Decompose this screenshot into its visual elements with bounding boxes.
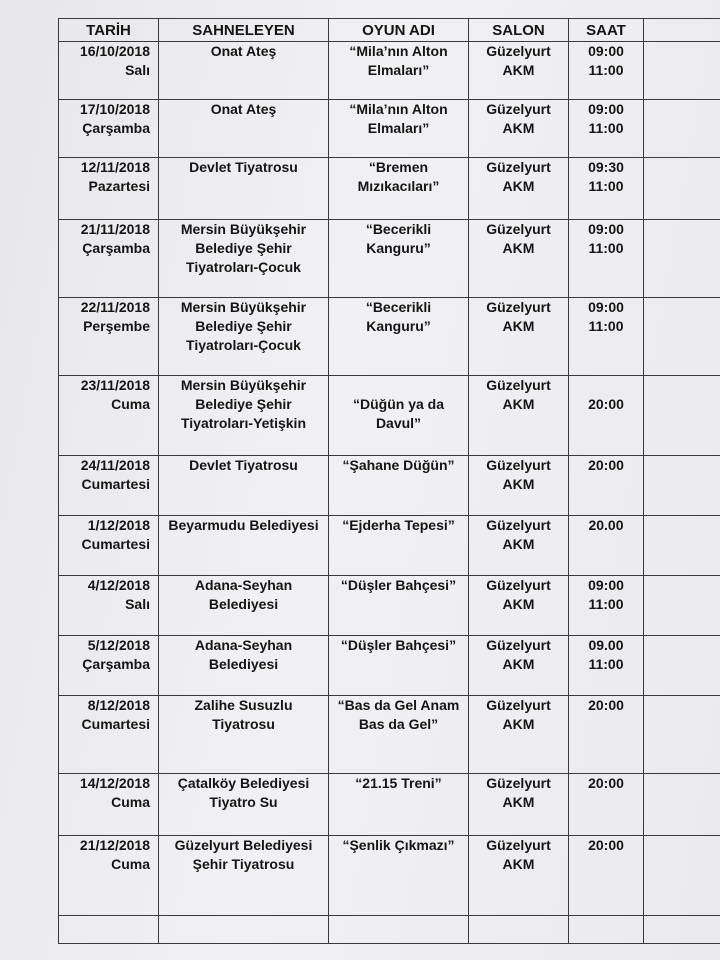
time-text: 09:00 <box>588 577 624 593</box>
time-cell <box>569 42 644 100</box>
play-title: “Ejderha Tepesi” <box>342 517 455 533</box>
time-text: 09:00 <box>588 43 624 59</box>
table-row <box>59 376 720 456</box>
table-row <box>59 42 720 100</box>
time-text: 11:00 <box>588 178 624 194</box>
play-cell <box>329 100 469 158</box>
time-cell <box>569 376 644 456</box>
hall-cell: Güzelyurt AKM <box>469 376 569 456</box>
day-text: Perşembe <box>83 318 150 334</box>
time-text: 09:00 <box>588 299 624 315</box>
table-row <box>59 220 720 298</box>
company-cell: Adana-Seyhan Belediyesi <box>159 636 329 696</box>
time-text: 11:00 <box>588 596 624 612</box>
company-cell: Mersin Büyükşehir Belediye Şehir Tiyatroları-Yetişkin <box>159 376 329 456</box>
time-text: 11:00 <box>588 120 624 136</box>
time-text: 11:00 <box>588 656 624 672</box>
day-text: Cumartesi <box>81 476 150 492</box>
play-cell <box>329 516 469 576</box>
company-cell: Zalihe Susuzlu Tiyatrosu <box>159 696 329 774</box>
table-row <box>59 298 720 376</box>
table-row <box>59 836 720 916</box>
table-row <box>59 576 720 636</box>
time-text: 20:00 <box>588 775 624 791</box>
play-cell <box>329 576 469 636</box>
day-text: Çarşamba <box>82 240 150 256</box>
play-cell <box>329 376 469 456</box>
time-text: 20.00 <box>588 517 624 533</box>
performance-schedule-table <box>58 18 720 944</box>
empty-cell <box>644 836 720 916</box>
play-title: “Düşler Bahçesi” <box>340 637 457 653</box>
company-cell: Onat Ateş <box>159 100 329 158</box>
play-title: “Şenlik Çıkmazı” <box>342 837 455 853</box>
day-text: Cumartesi <box>81 716 150 732</box>
date-text: 23/11/2018 <box>80 377 150 393</box>
date-text: 5/12/2018 <box>87 637 150 653</box>
time-cell <box>569 636 644 696</box>
header-time: SAAT <box>569 19 644 42</box>
company-cell: Mersin Büyükşehir Belediye Şehir Tiyatroları-Çocuk <box>159 298 329 376</box>
hall-cell: Güzelyurt AKM <box>469 456 569 516</box>
table-row <box>59 774 720 836</box>
date-text: 8/12/2018 <box>87 697 150 713</box>
table-row <box>59 158 720 220</box>
table-row <box>59 636 720 696</box>
header-hall: SALON <box>469 19 569 42</box>
company-cell: Devlet Tiyatrosu <box>159 456 329 516</box>
day-text: Çarşamba <box>82 120 150 136</box>
play-title: “21.15 Treni” <box>355 775 442 791</box>
empty-cell <box>644 298 720 376</box>
date-text: 21/12/2018 <box>79 837 150 853</box>
table-row <box>59 516 720 576</box>
play-title: “Düşler Bahçesi” <box>340 577 457 593</box>
empty-cell <box>644 774 720 836</box>
company-cell: Güzelyurt Belediyesi Şehir Tiyatrosu <box>159 836 329 916</box>
time-cell <box>569 100 644 158</box>
play-title: “Mila’nın Alton Elmaları” <box>349 43 448 78</box>
empty-cell <box>644 456 720 516</box>
date-text: 16/10/2018 <box>79 43 150 59</box>
company-cell: Beyarmudu Belediyesi <box>159 516 329 576</box>
date-cell <box>59 516 159 576</box>
date-text: 12/11/2018 <box>80 159 150 175</box>
time-text: 20:00 <box>588 697 624 713</box>
date-text: 24/11/2018 <box>80 457 150 473</box>
play-title: “Becerikli Kanguru” <box>365 299 432 334</box>
day-text: Cuma <box>111 856 150 872</box>
empty-cell <box>644 516 720 576</box>
empty-cell <box>644 696 720 774</box>
play-cell <box>329 774 469 836</box>
date-cell <box>59 100 159 158</box>
time-cell <box>569 774 644 836</box>
date-text: 21/11/2018 <box>80 221 150 237</box>
hall-cell: Güzelyurt AKM <box>469 836 569 916</box>
date-cell <box>59 42 159 100</box>
time-text: 11:00 <box>588 62 624 78</box>
date-cell <box>59 298 159 376</box>
play-title: “Mila’nın Alton Elmaları” <box>349 101 448 136</box>
hall-cell: Güzelyurt AKM <box>469 42 569 100</box>
empty-cell <box>644 158 720 220</box>
day-text: Cuma <box>111 794 150 810</box>
empty-cell <box>644 42 720 100</box>
day-text: Salı <box>125 62 150 78</box>
time-text: 20:00 <box>588 837 624 853</box>
date-text: 14/12/2018 <box>79 775 150 791</box>
time-cell <box>569 516 644 576</box>
company-cell: Devlet Tiyatrosu <box>159 158 329 220</box>
date-cell <box>59 576 159 636</box>
play-title: “Düğün ya da Davul” <box>352 396 444 431</box>
date-text: 1/12/2018 <box>87 517 150 533</box>
time-text: 11:00 <box>588 318 624 334</box>
day-text: Cumartesi <box>81 536 150 552</box>
hall-cell: Güzelyurt AKM <box>469 576 569 636</box>
time-text: 09.00 <box>588 637 624 653</box>
time-text: 20:00 <box>588 396 624 412</box>
hall-cell: Güzelyurt AKM <box>469 696 569 774</box>
empty-row <box>59 916 720 944</box>
play-title: “Bremen Mızıkacıları” <box>357 159 440 194</box>
time-text: 09:30 <box>588 159 624 175</box>
play-cell <box>329 42 469 100</box>
time-cell <box>569 158 644 220</box>
table-row <box>59 456 720 516</box>
time-cell <box>569 298 644 376</box>
day-text: Çarşamba <box>82 656 150 672</box>
date-cell <box>59 456 159 516</box>
play-cell <box>329 298 469 376</box>
date-cell <box>59 696 159 774</box>
date-text: 4/12/2018 <box>87 577 150 593</box>
play-cell <box>329 456 469 516</box>
time-text: 09:00 <box>588 101 624 117</box>
date-text: 22/11/2018 <box>80 299 150 315</box>
hall-cell: Güzelyurt AKM <box>469 636 569 696</box>
date-cell <box>59 636 159 696</box>
header-date: TARİH <box>59 19 159 42</box>
empty-cell <box>644 576 720 636</box>
date-cell <box>59 376 159 456</box>
time-text: 20:00 <box>588 457 624 473</box>
play-cell <box>329 636 469 696</box>
date-cell <box>59 158 159 220</box>
play-cell <box>329 220 469 298</box>
company-cell: Çatalköy Belediyesi Tiyatro Su <box>159 774 329 836</box>
company-cell: Adana-Seyhan Belediyesi <box>159 576 329 636</box>
empty-cell <box>644 376 720 456</box>
company-cell: Onat Ateş <box>159 42 329 100</box>
play-title: “Bas da Gel Anam Bas da Gel” <box>337 697 460 732</box>
date-cell <box>59 774 159 836</box>
time-cell <box>569 220 644 298</box>
table-row <box>59 100 720 158</box>
day-text: Cuma <box>111 396 150 412</box>
time-text: 11:00 <box>588 240 624 256</box>
hall-cell: Güzelyurt AKM <box>469 100 569 158</box>
header-play: OYUN ADI <box>329 19 469 42</box>
hall-cell: Güzelyurt AKM <box>469 158 569 220</box>
header-company: SAHNELEYEN <box>159 19 329 42</box>
table-row <box>59 696 720 774</box>
hall-cell: Güzelyurt AKM <box>469 774 569 836</box>
header-empty <box>644 19 720 42</box>
date-text: 17/10/2018 <box>79 101 150 117</box>
hall-cell: Güzelyurt AKM <box>469 298 569 376</box>
hall-cell: Güzelyurt AKM <box>469 516 569 576</box>
header-row <box>59 19 720 42</box>
play-title: “Becerikli Kanguru” <box>365 221 432 256</box>
time-cell <box>569 576 644 636</box>
day-text: Pazartesi <box>88 178 150 194</box>
time-cell <box>569 836 644 916</box>
play-cell <box>329 696 469 774</box>
time-text: 09:00 <box>588 221 624 237</box>
date-cell <box>59 220 159 298</box>
empty-cell <box>644 100 720 158</box>
day-text: Salı <box>125 596 150 612</box>
empty-cell <box>644 636 720 696</box>
play-cell <box>329 836 469 916</box>
play-cell <box>329 158 469 220</box>
time-cell <box>569 696 644 774</box>
date-cell <box>59 836 159 916</box>
empty-cell <box>644 220 720 298</box>
time-cell <box>569 456 644 516</box>
hall-cell: Güzelyurt AKM <box>469 220 569 298</box>
company-cell: Mersin Büyükşehir Belediye Şehir Tiyatroları-Çocuk <box>159 220 329 298</box>
play-title: “Şahane Düğün” <box>342 457 455 473</box>
